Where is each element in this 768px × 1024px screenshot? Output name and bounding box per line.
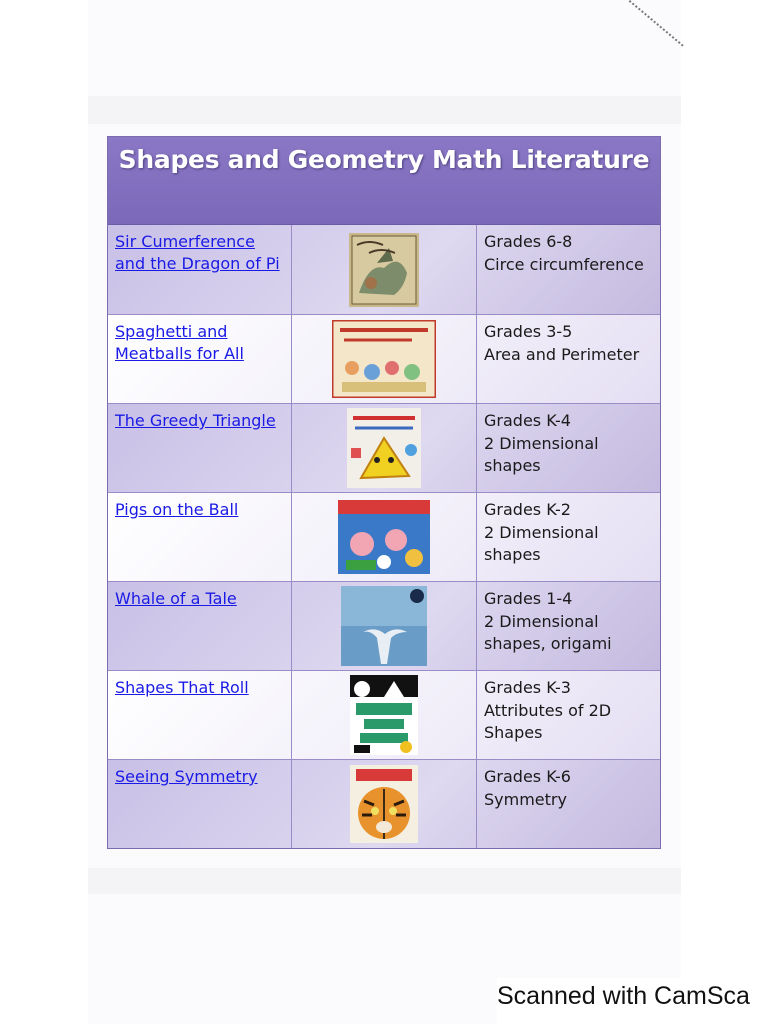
table-header — [108, 137, 660, 225]
info-cell — [477, 404, 660, 492]
literature-table — [107, 136, 661, 849]
book-cover-symmetry-icon — [350, 765, 418, 843]
grade-topic: Grades 1-4 2 Dimensional shapes, origami — [484, 589, 612, 653]
table-row — [108, 670, 660, 759]
info-cell — [477, 760, 660, 848]
book-cover-spaghetti-icon — [332, 320, 436, 398]
info-cell — [477, 671, 660, 759]
info-cell — [477, 582, 660, 670]
cover-cell — [292, 760, 477, 848]
book-cover-greedy-triangle-icon — [347, 408, 421, 488]
grade-topic: Grades 6-8 Circe circumference — [484, 232, 644, 274]
book-link-greedy-triangle[interactable]: The Greedy Triangle — [115, 411, 276, 430]
info-cell — [477, 225, 660, 314]
scanner-watermark: Scanned with CamSca — [497, 978, 768, 1024]
title-cell — [108, 493, 292, 581]
table-row — [108, 581, 660, 670]
title-cell — [108, 760, 292, 848]
grade-topic: Grades K-3 Attributes of 2D Shapes — [484, 678, 612, 742]
info-cell — [477, 315, 660, 403]
table-row — [108, 314, 660, 403]
book-cover-shapes-roll-icon — [350, 675, 418, 755]
grade-topic: Grades K-4 2 Dimensional shapes — [484, 411, 599, 475]
scan-band-top — [88, 96, 681, 124]
title-cell — [108, 582, 292, 670]
table-row — [108, 759, 660, 848]
book-link-spaghetti[interactable]: Spaghetti and Meatballs for All — [115, 322, 244, 363]
cover-cell — [292, 225, 477, 314]
book-cover-sir-cumference-icon — [349, 233, 419, 307]
book-link-pigs-on-ball[interactable]: Pigs on the Ball — [115, 500, 239, 519]
cover-cell — [292, 493, 477, 581]
cover-cell — [292, 404, 477, 492]
cover-cell — [292, 582, 477, 670]
title-cell — [108, 671, 292, 759]
table-row — [108, 403, 660, 492]
table-row — [108, 225, 660, 314]
cover-cell — [292, 671, 477, 759]
grade-topic: Grades K-2 2 Dimensional shapes — [484, 500, 599, 564]
book-link-seeing-symmetry[interactable]: Seeing Symmetry — [115, 767, 258, 786]
table-row — [108, 492, 660, 581]
title-cell — [108, 225, 292, 314]
title-cell — [108, 404, 292, 492]
title-cell — [108, 315, 292, 403]
info-cell — [477, 493, 660, 581]
grade-topic: Grades 3-5 Area and Perimeter — [484, 322, 640, 364]
cover-cell — [292, 315, 477, 403]
book-link-shapes-that-roll[interactable]: Shapes That Roll — [115, 678, 249, 697]
book-cover-pigs-icon — [338, 500, 430, 574]
grade-topic: Grades K-6 Symmetry — [484, 767, 571, 809]
scan-band-bottom — [88, 868, 681, 894]
book-link-whale-of-a-tale[interactable]: Whale of a Tale — [115, 589, 237, 608]
page-title: Shapes and Geometry Math Literature — [118, 145, 650, 174]
book-link-sir-cumference[interactable]: Sir Cumerference and the Dragon of Pi — [115, 232, 280, 273]
book-cover-whale-icon — [341, 586, 427, 666]
